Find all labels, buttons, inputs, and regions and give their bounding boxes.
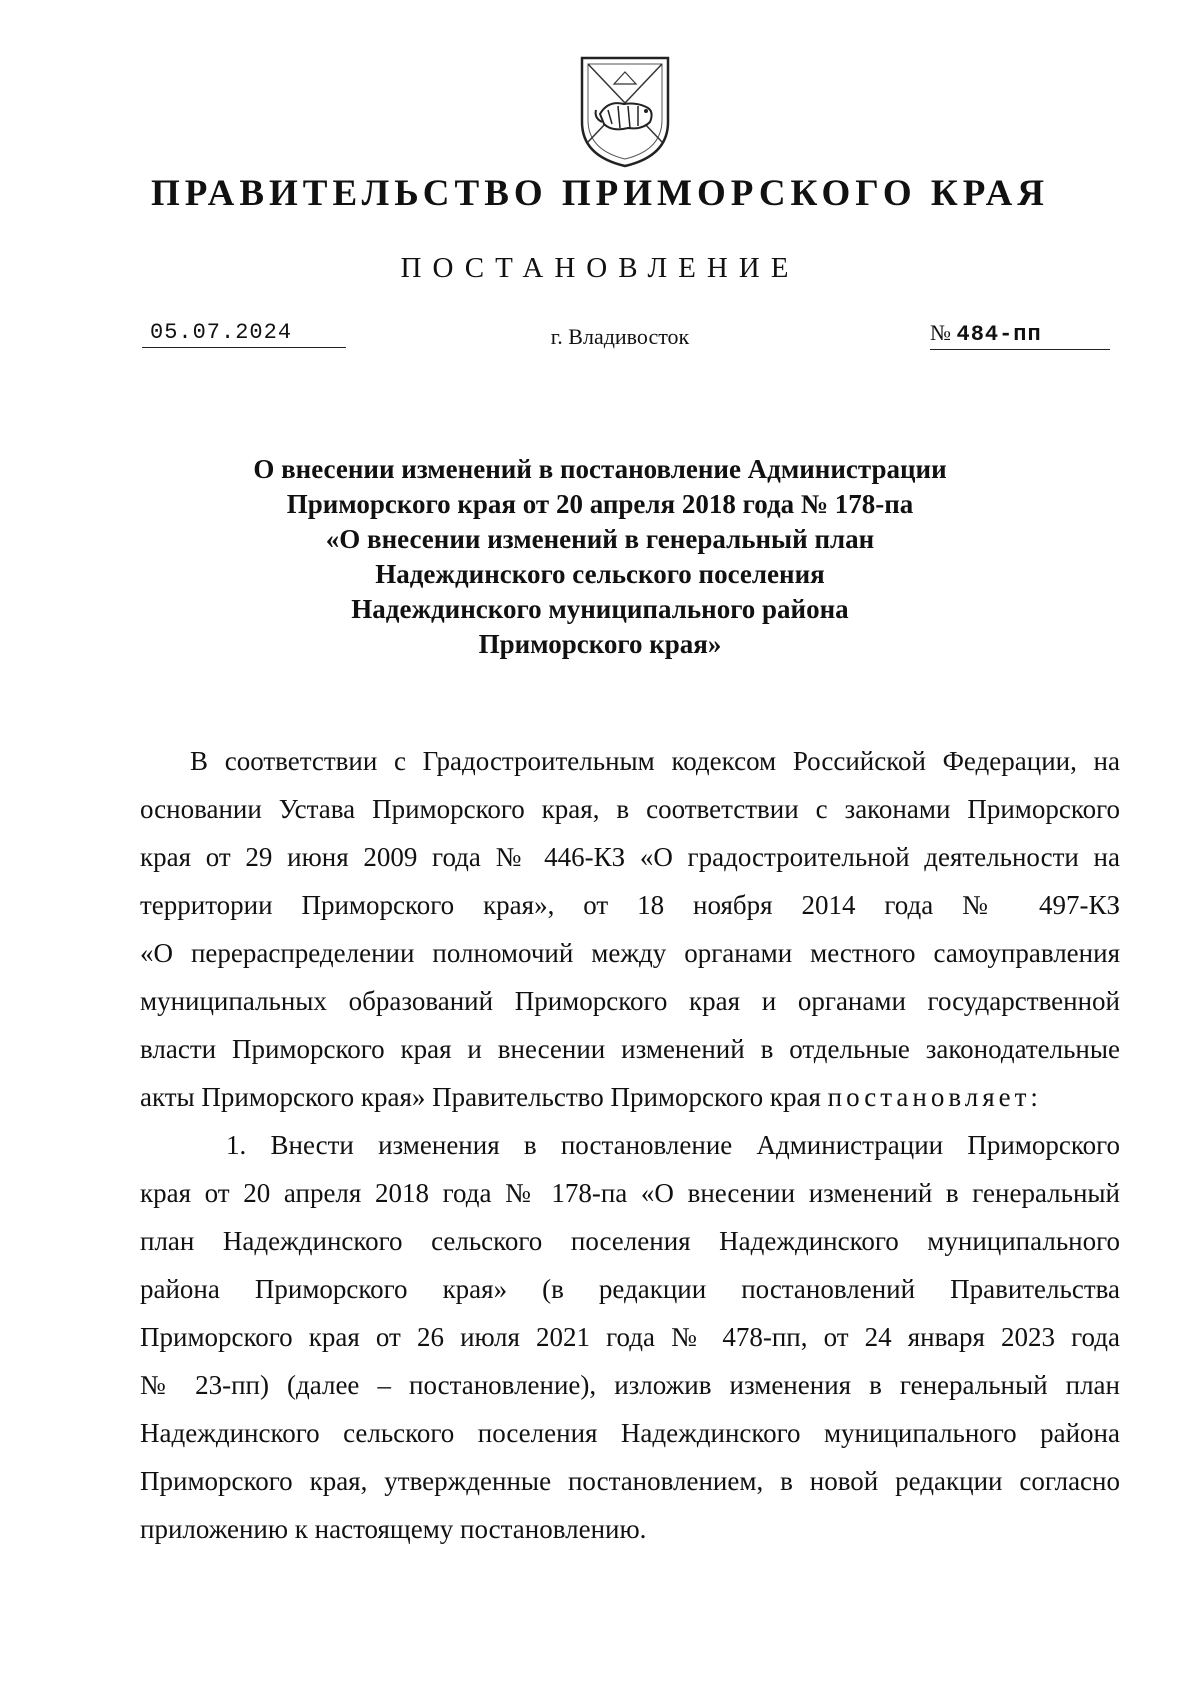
document-number — [930, 320, 1110, 350]
body-line: 1. Внести изменения в постановление Администрации Приморского — [226, 1130, 1120, 1160]
body-line: «О перераспределении полномочий между органами местного самоуправления — [140, 938, 1120, 968]
body-line: основании Устава Приморского края, в соответствии с законами Приморского — [140, 794, 1120, 824]
document-body — [140, 744, 1120, 1560]
document-type: ПОСТАНОВЛЕНИЕ — [400, 252, 800, 284]
body-line: В соответствии с Градостроительным кодексом Российской Федерации, на — [190, 746, 1120, 776]
coat-of-arms-emblem — [578, 52, 672, 170]
document-date: 05.07.2024 — [142, 320, 346, 348]
body-line: план Надеждинского сельского поселения Надеждинского муниципального — [140, 1226, 1120, 1256]
body-line: Приморского края, утвержденные постановлением, в новой редакции согласно — [140, 1466, 1120, 1496]
body-line: власти Приморского края и внесении изменений в отдельные законодательные — [140, 1034, 1120, 1064]
document-city: г. Владивосток — [550, 324, 690, 349]
body-line-text: акты Приморского края» Правительство Приморского края — [140, 1082, 821, 1112]
subject-line: Надеждинского сельского поселения — [375, 559, 825, 589]
body-line: края от 29 июня 2009 года № 446-КЗ «О градостроительной деятельности на — [140, 842, 1120, 872]
subject-line: О внесении изменений в постановление Администрации — [253, 454, 947, 484]
subject-line: Приморского края» — [478, 629, 722, 659]
document-subject — [150, 452, 1050, 662]
government-title: ПРАВИТЕЛЬСТВО ПРИМОРСКОГО КРАЯ — [150, 173, 1050, 214]
body-line: края от 20 апреля 2018 года № 178-па «О внесении изменений в генеральный — [140, 1178, 1120, 1208]
number-value: 484-пп — [956, 322, 1042, 347]
number-sign: № — [930, 320, 951, 345]
resolves-word: постановляет: — [827, 1082, 1042, 1112]
body-line: муниципальных образований Приморского края и органами государственной — [140, 986, 1120, 1016]
body-line-last — [140, 1080, 1120, 1128]
body-line: Надеждинского сельского поселения Надеждинского муниципального района — [140, 1418, 1120, 1448]
subject-line: Надеждинского муниципального района — [351, 594, 849, 624]
body-line: Приморского края от 26 июля 2021 года № 478-пп, от 24 января 2023 года — [140, 1322, 1120, 1352]
subject-line: «О внесении изменений в генеральный план — [325, 524, 875, 554]
body-line: территории Приморского края», от 18 ноября 2014 года № 497-КЗ — [140, 890, 1120, 920]
body-line: района Приморского края» (в редакции постановлений Правительства — [140, 1274, 1120, 1304]
subject-line: Приморского края от 20 апреля 2018 года № 178-па — [286, 489, 914, 519]
body-line: приложению к настоящему постановлению. — [140, 1514, 647, 1544]
body-line: № 23-пп) (далее – постановление), изложив изменения в генеральный план — [140, 1370, 1120, 1400]
